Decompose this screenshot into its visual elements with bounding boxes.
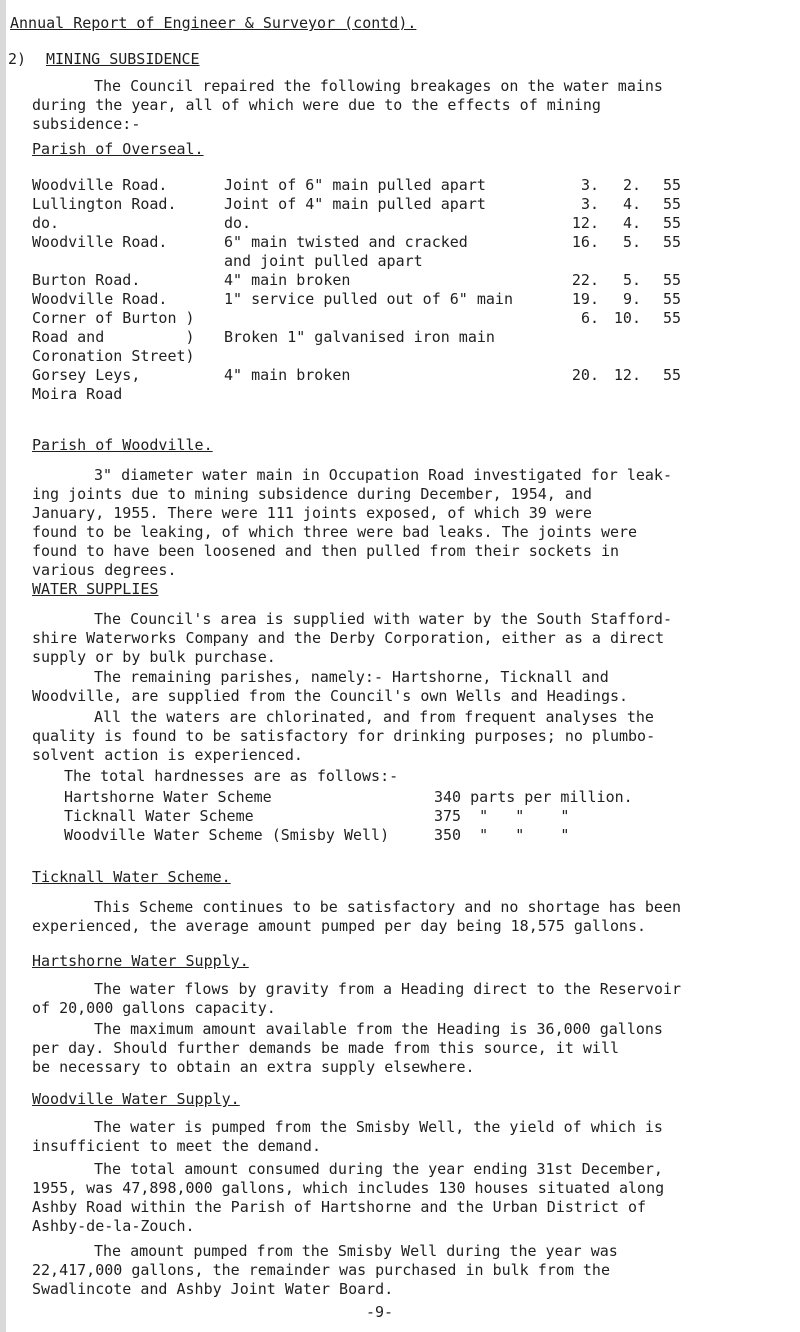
breakage-day: 12.	[571, 214, 599, 232]
breakage-location-line: Woodville Road.	[32, 176, 168, 194]
supply-paragraph-2	[32, 668, 628, 706]
body-line: found to be leaking, of which three were bad leaks. The joints were	[32, 523, 638, 541]
body-line: various degrees.	[32, 561, 177, 579]
breakage-day: 20.	[571, 366, 599, 384]
body-line: solvent action is experienced.	[32, 746, 303, 764]
breakage-location-line: do.	[32, 214, 60, 232]
breakage-day: 16.	[571, 233, 599, 251]
section-number: 2)	[8, 50, 27, 68]
breakage-location-line	[32, 252, 224, 271]
hardness-value: 350 " " "	[434, 826, 570, 844]
hartshorne-heading: Hartshorne Water Supply.	[32, 952, 249, 970]
breakage-month: 5.	[622, 233, 641, 251]
breakage-year: 55	[662, 214, 681, 232]
breakage-location-line: Road and )	[32, 328, 195, 346]
breakage-row	[32, 309, 681, 366]
page-number: -9-	[366, 1303, 394, 1321]
body-line: January, 1955. There were 111 joints exposed, of which 39 were	[32, 504, 592, 522]
body-line: The Council's area is supplied with water by the South Stafford-	[94, 610, 672, 628]
breakage-description-line	[224, 309, 569, 328]
breakage-description	[224, 214, 569, 233]
breakage-location	[32, 271, 224, 290]
breakage-row	[32, 290, 681, 309]
hardness-scheme: Ticknall Water Scheme	[64, 807, 254, 825]
breakage-year: 55	[662, 195, 681, 213]
breakage-row	[32, 195, 681, 214]
body-line: found to have been loosened and then pulled from their sockets in	[32, 542, 619, 560]
breakage-location	[32, 290, 224, 309]
breakage-year: 55	[662, 233, 681, 251]
breakage-description-line: and joint pulled apart	[224, 252, 423, 270]
breakage-day: 6.	[580, 309, 599, 327]
breakage-location	[32, 233, 224, 271]
breakage-row	[32, 214, 681, 233]
hardness-row	[64, 807, 633, 826]
body-line: experienced, the average amount pumped per day being 18,575 gallons.	[32, 917, 647, 935]
body-line: The remaining parishes, namely:- Hartshorne, Ticknall and	[94, 668, 609, 686]
breakage-row	[32, 271, 681, 290]
intro-line: The Council repaired the following breakages on the water mains	[94, 77, 663, 95]
breakage-description-line	[224, 385, 569, 404]
page-header: Annual Report of Engineer & Surveyor (contd).	[10, 14, 417, 32]
breakage-year: 55	[662, 309, 681, 327]
water-supplies-title: WATER SUPPLIES	[32, 580, 159, 598]
breakage-location	[32, 195, 224, 214]
hardness-row	[64, 788, 633, 807]
body-line: The total amount consumed during the year ending 31st December,	[94, 1160, 663, 1178]
breakage-location	[32, 214, 224, 233]
breakage-description	[224, 233, 569, 271]
breakage-description-line: Joint of 6" main pulled apart	[224, 176, 486, 194]
body-line: insufficient to meet the demand.	[32, 1137, 321, 1155]
breakage-location-line: Gorsey Leys,	[32, 366, 141, 384]
body-line: shire Waterworks Company and the Derby Corporation, either as a direct	[32, 629, 665, 647]
supply-paragraph-3	[32, 708, 655, 765]
breakage-row	[32, 176, 681, 195]
breakage-location-line: Woodville Road.	[32, 233, 168, 251]
breakage-year: 55	[662, 366, 681, 384]
body-line: ing joints due to mining subsidence during December, 1954, and	[32, 485, 592, 503]
woodville-paragraph-3	[32, 1242, 618, 1299]
parish-woodville-heading: Parish of Woodville.	[32, 436, 213, 454]
breakage-month: 12.	[613, 366, 641, 384]
body-line: The water is pumped from the Smisby Well, the yield of which is	[94, 1118, 663, 1136]
hardness-scheme: Woodville Water Scheme (Smisby Well)	[64, 826, 390, 844]
breakage-description-line: 1" service pulled out of 6" main	[224, 290, 513, 308]
hardness-value: 375 " " "	[434, 807, 570, 825]
ticknall-paragraph	[32, 898, 681, 936]
body-line: The water flows by gravity from a Heading direct to the Reservoir	[94, 980, 681, 998]
supply-paragraph-1	[32, 610, 672, 667]
breakage-location	[32, 309, 224, 366]
scan-edge	[0, 0, 6, 1332]
breakage-day: 19.	[571, 290, 599, 308]
breakages-table	[32, 176, 681, 404]
intro-line: subsidence:-	[32, 115, 141, 133]
section-title: MINING SUBSIDENCE	[46, 50, 200, 68]
body-line: The maximum amount available from the Heading is 36,000 gallons	[94, 1020, 663, 1038]
breakage-description-line: Broken 1" galvanised iron main	[224, 328, 495, 346]
body-line: Woodville, are supplied from the Council's own Wells and Headings.	[32, 687, 629, 705]
breakage-description-line: Joint of 4" main pulled apart	[224, 195, 486, 213]
breakage-day: 3.	[580, 195, 599, 213]
hardness-intro: The total hardnesses are as follows:-	[64, 767, 399, 785]
intro-paragraph	[32, 77, 663, 134]
body-line: supply or by bulk purchase.	[32, 648, 276, 666]
breakage-location-line: Burton Road.	[32, 271, 141, 289]
breakage-year: 55	[662, 290, 681, 308]
hartshorne-paragraph-2	[32, 1020, 663, 1077]
breakage-location	[32, 366, 224, 404]
ticknall-heading: Ticknall Water Scheme.	[32, 868, 231, 886]
breakage-description-line: 4" main broken	[224, 366, 351, 384]
breakage-month: 4.	[622, 214, 641, 232]
body-line: The amount pumped from the Smisby Well during the year was	[94, 1242, 618, 1260]
body-line: Ashby Road within the Parish of Hartshorne and the Urban District of	[32, 1198, 647, 1216]
breakage-location-line: Lullington Road.	[32, 195, 177, 213]
hardness-table	[64, 788, 633, 845]
body-line: 1955, was 47,898,000 gallons, which includes 130 houses situated along	[32, 1179, 665, 1197]
breakage-month: 2.	[622, 176, 641, 194]
breakage-location-line: Corner of Burton )	[32, 309, 195, 327]
breakage-location-line: Coronation Street)	[32, 347, 195, 365]
breakage-month: 5.	[622, 271, 641, 289]
breakage-location-line: Woodville Road.	[32, 290, 168, 308]
hartshorne-paragraph-1	[32, 980, 681, 1018]
breakage-description-line	[224, 347, 569, 366]
hardness-scheme: Hartshorne Water Scheme	[64, 788, 272, 806]
body-line: Swadlincote and Ashby Joint Water Board.	[32, 1280, 394, 1298]
body-line: Ashby-de-la-Zouch.	[32, 1217, 195, 1235]
body-line: per day. Should further demands be made from this source, it will	[32, 1039, 619, 1057]
breakage-month: 10.	[613, 309, 641, 327]
body-line: 22,417,000 gallons, the remainder was purchased in bulk from the	[32, 1261, 610, 1279]
breakage-description	[224, 195, 569, 214]
breakage-day: 22.	[571, 271, 599, 289]
breakage-description	[224, 366, 569, 404]
breakage-location	[32, 176, 224, 195]
breakage-row	[32, 366, 681, 404]
breakage-description-line: do.	[224, 214, 252, 232]
breakage-description	[224, 176, 569, 195]
woodville-paragraph-2	[32, 1160, 664, 1236]
hardness-value: 340 parts per million.	[434, 788, 633, 806]
occupation-road-paragraph	[32, 466, 672, 580]
body-line: This Scheme continues to be satisfactory and no shortage has been	[94, 898, 681, 916]
body-line: be necessary to obtain an extra supply elsewhere.	[32, 1058, 475, 1076]
woodville-paragraph-1	[32, 1118, 663, 1156]
breakage-year: 55	[662, 271, 681, 289]
breakage-month: 4.	[622, 195, 641, 213]
breakage-description	[224, 309, 569, 366]
breakage-month: 9.	[622, 290, 641, 308]
body-line: 3" diameter water main in Occupation Road investigated for leak-	[94, 466, 672, 484]
breakage-row	[32, 233, 681, 271]
hardness-row	[64, 826, 633, 845]
breakage-description-line: 6" main twisted and cracked	[224, 233, 468, 251]
parish-overseal-heading: Parish of Overseal.	[32, 140, 204, 158]
body-line: All the waters are chlorinated, and from frequent analyses the	[94, 708, 654, 726]
breakage-location-line: Moira Road	[32, 385, 123, 403]
breakage-description	[224, 271, 569, 290]
breakage-year: 55	[662, 176, 681, 194]
body-line: of 20,000 gallons capacity.	[32, 999, 276, 1017]
breakage-description	[224, 290, 569, 309]
intro-line: during the year, all of which were due to the effects of mining	[32, 96, 601, 114]
body-line: quality is found to be satisfactory for drinking purposes; no plumbo-	[32, 727, 656, 745]
breakage-day: 3.	[580, 176, 599, 194]
woodville-supply-heading: Woodville Water Supply.	[32, 1090, 240, 1108]
breakage-description-line: 4" main broken	[224, 271, 351, 289]
